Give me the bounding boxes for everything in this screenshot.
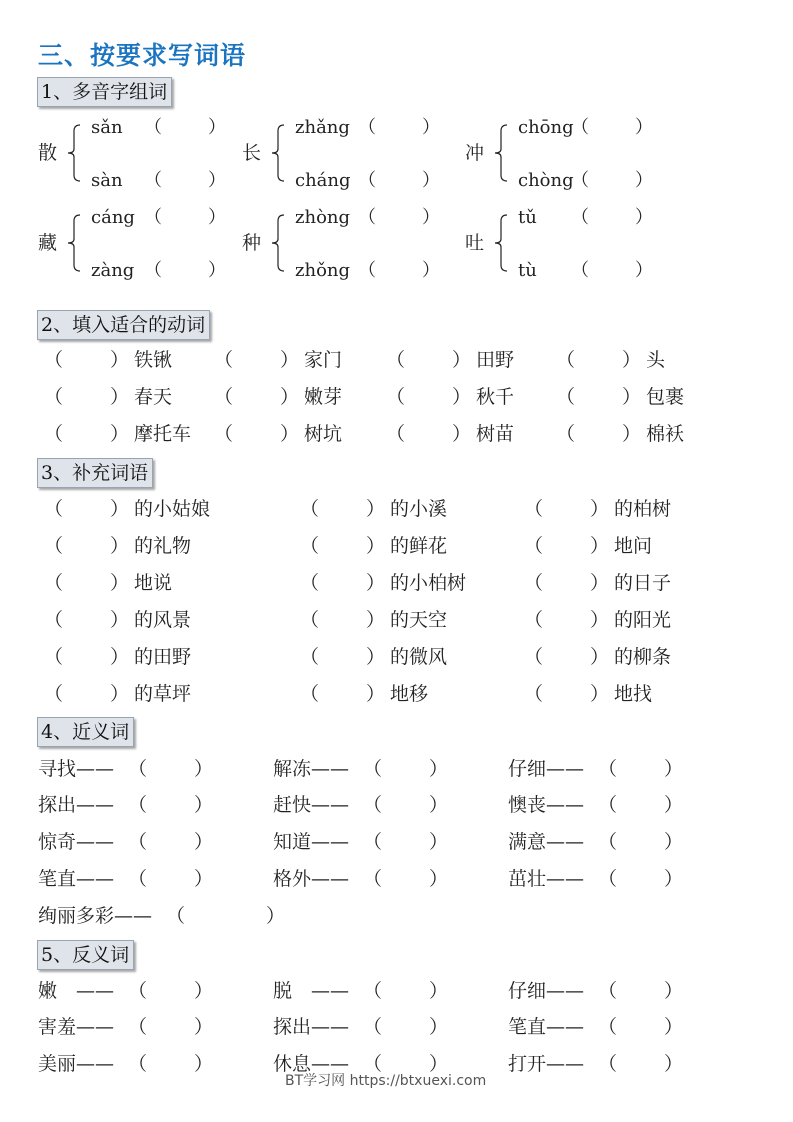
blank-close-paren: ）	[664, 794, 684, 816]
blank-open-paren: （	[571, 170, 589, 191]
phrase-word: 的微风	[390, 646, 448, 668]
blank-open-paren: （	[556, 386, 576, 408]
blank-close-paren: ）	[280, 349, 300, 371]
blank-close-paren: ）	[635, 260, 653, 281]
blank-close-paren: ）	[664, 831, 684, 853]
pinyin-bottom: zhǒng	[295, 260, 351, 281]
blank-open-paren: （	[363, 794, 383, 816]
blank-close-paren: ）	[422, 117, 440, 138]
phrase-word: 的田野	[134, 646, 192, 668]
blank-close-paren: ）	[110, 535, 130, 557]
blank-open-paren: （	[44, 423, 64, 445]
synonym-word: 笔直——	[38, 868, 115, 890]
blank-open-paren: （	[363, 831, 383, 853]
synonym-word: 探出——	[38, 794, 115, 816]
antonym-word: 脱 ——	[273, 980, 350, 1002]
blank-open-paren: （	[524, 498, 544, 520]
blank-close-paren: ）	[194, 980, 214, 1002]
blank-open-paren: （	[44, 349, 64, 371]
blank-open-paren: （	[598, 980, 618, 1002]
blank-close-paren: ）	[110, 349, 130, 371]
blank-open-paren: （	[214, 423, 234, 445]
blank-close-paren: ）	[635, 170, 653, 191]
blank-open-paren: （	[524, 572, 544, 594]
phrase-word: 地找	[614, 683, 653, 705]
blank-close-paren: ）	[590, 535, 610, 557]
blank-open-paren: （	[598, 868, 618, 890]
phrase-word: 的小柏树	[390, 572, 467, 594]
blank-close-paren: ）	[452, 349, 472, 371]
blank-open-paren: （	[44, 609, 64, 631]
phrase-word: 的柏树	[614, 498, 672, 520]
blank-close-paren: ）	[366, 683, 386, 705]
verb-object-word: 春天	[134, 386, 173, 408]
phrase-word: 的小姑娘	[134, 498, 211, 520]
blank-close-paren: ）	[422, 170, 440, 191]
blank-close-paren: ）	[590, 646, 610, 668]
blank-close-paren: ）	[422, 260, 440, 281]
phrase-word: 的小溪	[390, 498, 448, 520]
section-heading-antonyms: 5、反义词	[37, 940, 134, 970]
synonym-word: 格外——	[273, 868, 350, 890]
blank-open-paren: （	[363, 980, 383, 1002]
blank-open-paren: （	[300, 498, 320, 520]
pinyin-top: cáng	[91, 207, 135, 228]
blank-open-paren: （	[598, 831, 618, 853]
verb-object-word: 田野	[476, 349, 515, 371]
blank-open-paren: （	[363, 1016, 383, 1038]
brace-icon	[58, 213, 88, 273]
verb-object-word: 头	[646, 349, 666, 371]
verb-object-word: 包裹	[646, 386, 685, 408]
blank-close-paren: ）	[110, 386, 130, 408]
footer-watermark: BT学习网 https://btxuexi.com	[285, 1073, 487, 1089]
synonym-word: 惊奇——	[38, 831, 115, 853]
phrase-word: 的鲜花	[390, 535, 448, 557]
blank-close-paren: ）	[635, 207, 653, 228]
brace-icon	[262, 213, 292, 273]
blank-open-paren: （	[144, 260, 162, 281]
blank-open-paren: （	[358, 117, 376, 138]
antonym-word: 美丽——	[38, 1053, 115, 1075]
blank-close-paren: ）	[429, 1053, 449, 1075]
synonym-word: 赶快——	[273, 794, 350, 816]
blank-open-paren: （	[128, 794, 148, 816]
blank-open-paren: （	[300, 535, 320, 557]
verb-object-word: 嫩芽	[304, 386, 343, 408]
verb-object-word: 树苗	[476, 423, 515, 445]
synonym-word: 解冻——	[273, 758, 350, 780]
blank-open-paren: （	[128, 980, 148, 1002]
antonym-word: 打开——	[508, 1053, 585, 1075]
blank-close-paren: ）	[110, 683, 130, 705]
blank-open-paren: （	[44, 683, 64, 705]
polyphone-char: 藏	[38, 232, 58, 254]
blank-open-paren: （	[128, 831, 148, 853]
blank-close-paren: ）	[280, 423, 300, 445]
blank-open-paren: （	[358, 260, 376, 281]
pinyin-top: zhòng	[295, 207, 351, 228]
blank-close-paren: ）	[208, 260, 226, 281]
blank-open-paren: （	[300, 683, 320, 705]
blank-close-paren: ）	[208, 117, 226, 138]
antonym-word: 笔直——	[508, 1016, 585, 1038]
blank-close-paren: ）	[590, 683, 610, 705]
blank-open-paren: （	[524, 609, 544, 631]
blank-open-paren: （	[144, 207, 162, 228]
antonym-word: 嫩 ——	[38, 980, 115, 1002]
blank-close-paren: ）	[429, 758, 449, 780]
antonym-word: 仔细——	[508, 980, 585, 1002]
blank-close-paren: ）	[452, 423, 472, 445]
blank-open-paren: （	[128, 1053, 148, 1075]
blank-close-paren: ）	[366, 572, 386, 594]
blank-close-paren: ）	[635, 117, 653, 138]
blank-open-paren: （	[128, 758, 148, 780]
blank-open-paren: （	[598, 758, 618, 780]
phrase-word: 的日子	[614, 572, 672, 594]
blank-open-paren: （	[214, 349, 234, 371]
brace-icon	[485, 123, 515, 183]
blank-close-paren: ）	[366, 498, 386, 520]
blank-open-paren: （	[571, 207, 589, 228]
blank-close-paren: ）	[622, 349, 642, 371]
blank-open-paren: （	[144, 117, 162, 138]
blank-close-paren: ）	[110, 609, 130, 631]
phrase-word: 地说	[134, 572, 173, 594]
blank-open-paren: （	[300, 572, 320, 594]
blank-open-paren: （	[128, 1016, 148, 1038]
blank-open-paren: （	[44, 646, 64, 668]
blank-open-paren: （	[571, 260, 589, 281]
blank-close-paren: ）	[664, 1016, 684, 1038]
section-heading-polyphones: 1、多音字组词	[37, 77, 172, 107]
antonym-word: 探出——	[273, 1016, 350, 1038]
blank-open-paren: （	[44, 386, 64, 408]
blank-open-paren: （	[524, 535, 544, 557]
pinyin-top: zhǎng	[295, 117, 350, 138]
verb-object-word: 铁锹	[134, 349, 173, 371]
blank-close-paren: ）	[452, 386, 472, 408]
section-heading-synonyms: 4、近义词	[37, 717, 134, 747]
blank-open-paren: （	[524, 683, 544, 705]
phrase-word: 地问	[614, 535, 653, 557]
blank-open-paren: （	[363, 1053, 383, 1075]
blank-open-paren: （	[44, 535, 64, 557]
blank-close-paren: ）	[110, 572, 130, 594]
blank-open-paren: （	[598, 1053, 618, 1075]
blank-open-paren: （	[571, 117, 589, 138]
verb-object-word: 棉袄	[646, 423, 685, 445]
blank-close-paren: ）	[590, 609, 610, 631]
pinyin-top: sǎn	[91, 117, 123, 138]
blank-close-paren: ）	[110, 646, 130, 668]
page-title: 三、按要求写词语	[38, 41, 247, 70]
blank-close-paren: ）	[664, 868, 684, 890]
blank-close-paren: ）	[590, 498, 610, 520]
pinyin-bottom: cháng	[295, 170, 351, 191]
blank-close-paren: ）	[366, 609, 386, 631]
blank-close-paren: ）	[422, 207, 440, 228]
blank-close-paren: ）	[664, 1053, 684, 1075]
phrase-word: 地移	[390, 683, 429, 705]
blank-open-paren: （	[556, 423, 576, 445]
blank-open-paren: （	[524, 646, 544, 668]
blank-open-paren: （	[386, 423, 406, 445]
blank-open-paren: （	[44, 498, 64, 520]
synonym-word: 满意——	[508, 831, 585, 853]
blank-close-paren: ）	[366, 535, 386, 557]
pinyin-top: chōng	[518, 117, 574, 138]
blank-close-paren: ）	[194, 1053, 214, 1075]
blank-close-paren: ）	[194, 758, 214, 780]
polyphone-char: 吐	[465, 232, 485, 254]
blank-close-paren: ）	[664, 980, 684, 1002]
blank-open-paren: （	[358, 207, 376, 228]
blank-close-paren: ）	[429, 831, 449, 853]
synonym-word: 绚丽多彩——	[38, 905, 153, 927]
blank-close-paren: ）	[664, 758, 684, 780]
pinyin-top: tǔ	[518, 207, 537, 228]
blank-open-paren: （	[144, 170, 162, 191]
blank-close-paren: ）	[194, 1016, 214, 1038]
verb-object-word: 摩托车	[134, 423, 192, 445]
brace-icon	[262, 123, 292, 183]
pinyin-bottom: zàng	[91, 260, 135, 281]
blank-open-paren: （	[386, 349, 406, 371]
phrase-word: 的礼物	[134, 535, 192, 557]
blank-close-paren: ）	[194, 831, 214, 853]
blank-open-paren: （	[363, 868, 383, 890]
blank-close-paren: ）	[110, 498, 130, 520]
blank-open-paren: （	[598, 794, 618, 816]
blank-open-paren: （	[386, 386, 406, 408]
pinyin-bottom: sàn	[91, 170, 123, 191]
synonym-word: 懊丧——	[508, 794, 585, 816]
phrase-word: 的柳条	[614, 646, 672, 668]
section-heading-verbs: 2、填入适合的动词	[37, 310, 210, 340]
synonym-word: 茁壮——	[508, 868, 585, 890]
blank-close-paren: ）	[280, 386, 300, 408]
pinyin-bottom: tù	[518, 260, 537, 281]
blank-open-paren: （	[128, 868, 148, 890]
synonym-word: 知道——	[273, 831, 350, 853]
antonym-word: 害羞——	[38, 1016, 115, 1038]
blank-close-paren: ）	[266, 905, 286, 927]
blank-close-paren: ）	[194, 868, 214, 890]
verb-object-word: 家门	[304, 349, 343, 371]
blank-close-paren: ）	[622, 386, 642, 408]
blank-close-paren: ）	[208, 170, 226, 191]
blank-open-paren: （	[300, 609, 320, 631]
polyphone-char: 冲	[465, 142, 485, 164]
brace-icon	[58, 123, 88, 183]
pinyin-bottom: chòng	[518, 170, 574, 191]
verb-object-word: 秋千	[476, 386, 515, 408]
blank-open-paren: （	[598, 1016, 618, 1038]
phrase-word: 的天空	[390, 609, 448, 631]
blank-open-paren: （	[214, 386, 234, 408]
blank-close-paren: ）	[208, 207, 226, 228]
blank-close-paren: ）	[110, 423, 130, 445]
blank-close-paren: ）	[194, 794, 214, 816]
blank-open-paren: （	[300, 646, 320, 668]
blank-close-paren: ）	[429, 794, 449, 816]
synonym-word: 寻找——	[38, 758, 115, 780]
polyphone-char: 长	[242, 142, 262, 164]
blank-close-paren: ）	[429, 1016, 449, 1038]
antonym-word: 休息——	[273, 1053, 350, 1075]
blank-close-paren: ）	[429, 980, 449, 1002]
verb-object-word: 树坑	[304, 423, 343, 445]
brace-icon	[485, 213, 515, 273]
synonym-word: 仔细——	[508, 758, 585, 780]
blank-close-paren: ）	[429, 868, 449, 890]
phrase-word: 的风景	[134, 609, 192, 631]
blank-open-paren: （	[363, 758, 383, 780]
blank-close-paren: ）	[590, 572, 610, 594]
blank-open-paren: （	[166, 905, 186, 927]
phrase-word: 的草坪	[134, 683, 192, 705]
phrase-word: 的阳光	[614, 609, 672, 631]
section-heading-supplement: 3、补充词语	[37, 458, 153, 488]
blank-open-paren: （	[44, 572, 64, 594]
polyphone-char: 散	[38, 142, 58, 164]
blank-close-paren: ）	[622, 423, 642, 445]
blank-open-paren: （	[556, 349, 576, 371]
blank-close-paren: ）	[366, 646, 386, 668]
polyphone-char: 种	[242, 232, 262, 254]
blank-open-paren: （	[358, 170, 376, 191]
